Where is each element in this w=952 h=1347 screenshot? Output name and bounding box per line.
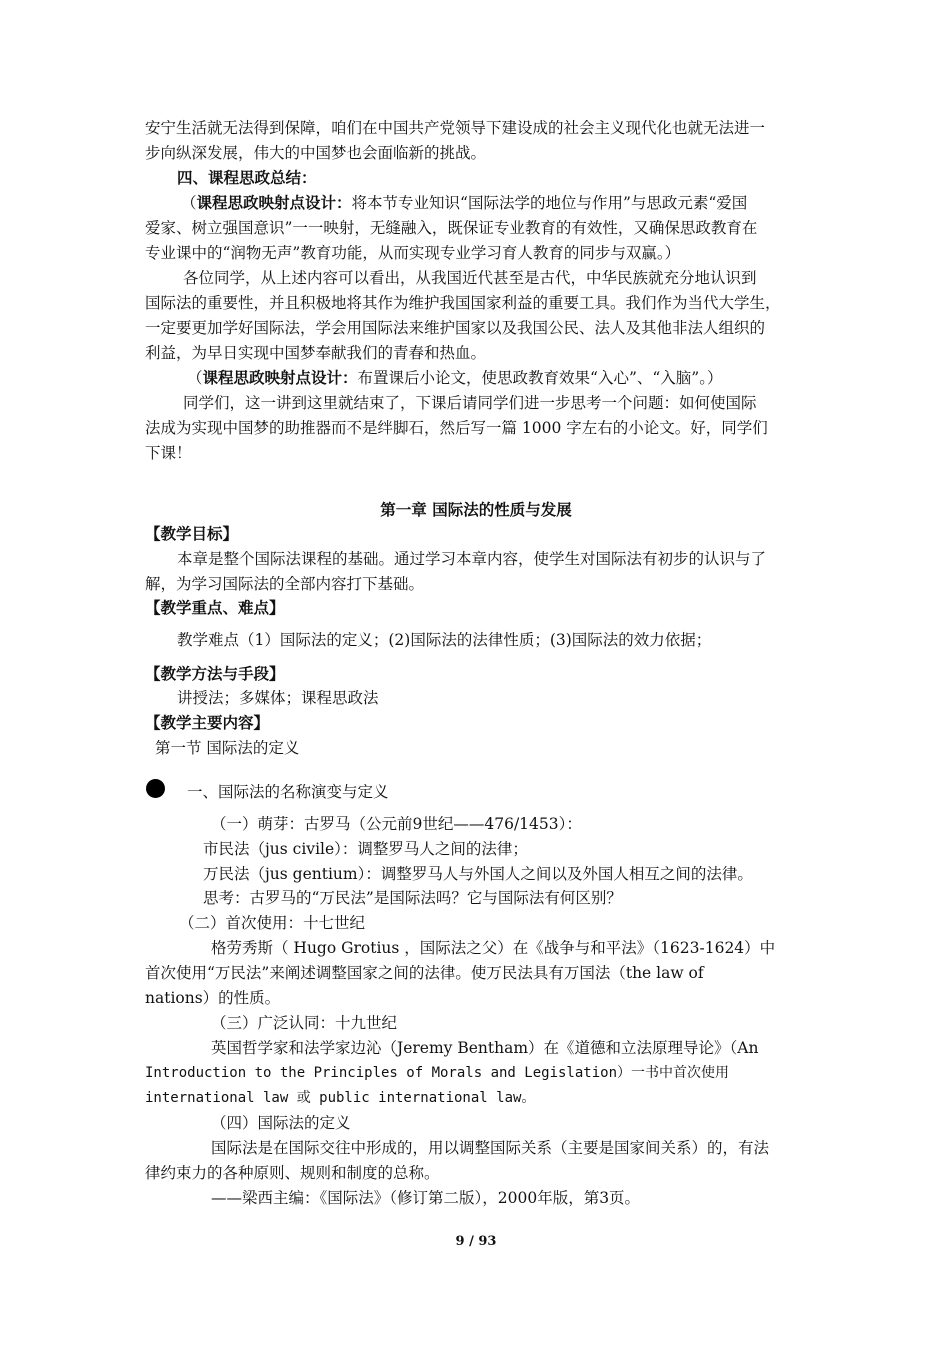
subsection-title: （一）萌芽：古罗马（公元前9世纪——476/1453）：: [211, 815, 582, 833]
paragraph-line: 利益，为早日实现中国梦奉献我们的青春和热血。: [145, 344, 487, 362]
paragraph-line: 格劳秀斯（ Hugo Grotius ，国际法之父）在《战争与和平法》（1623-1624）中: [211, 939, 776, 957]
paragraph-line: 英国哲学家和法学家边沁（Jeremy Bentham）在《道德和立法原理导论》（An: [211, 1039, 759, 1057]
section-title: 第一节 国际法的定义: [155, 739, 300, 757]
paragraph-line: 国际法的重要性，并且积极地将其作为维护我国国家利益的重要工具。我们作为当代大学生，: [145, 294, 781, 312]
paragraph-line: 讲授法；多媒体；课程思政法: [177, 689, 379, 707]
page-number: 9 / 93: [455, 1234, 497, 1249]
design-note-text: 将本节专业知识“国际法学的地位与作用”与思政元素“爱国: [351, 194, 748, 212]
paragraph-line: 市民法（jus civile）：调整罗马人之间的法律；: [203, 840, 528, 858]
paragraph-line: international law 或 public international law。: [145, 1090, 536, 1106]
design-note-label: 课程思政映射点设计：: [202, 368, 358, 387]
paragraph-line: 律约束力的各种原则、规则和制度的总称。: [145, 1164, 440, 1182]
paragraph-line: Introduction to the Principles of Morals and Legislation）一书中首次使用: [145, 1065, 730, 1081]
subsection-title: （四）国际法的定义: [211, 1114, 351, 1132]
subsection-title: （二）首次使用：十七世纪: [179, 914, 366, 932]
paragraph-line: 各位同学，从上述内容可以看出，从我国近代甚至是古代，中华民族就充分地认识到: [183, 269, 757, 287]
paragraph-line: 教学难点（1）国际法的定义；(2)国际法的法律性质；(3)国际法的效力依据；: [177, 631, 712, 649]
subsection-title: （三）广泛认同：十九世纪: [211, 1014, 398, 1032]
paragraph-line: 法成为实现中国梦的助推器而不是绊脚石，然后写一篇 1000 字左右的小论文。好，同学们: [145, 419, 768, 437]
paragraph-line: 同学们，这一讲到这里就结束了，下课后请同学们进一步思考一个问题：如何使国际: [183, 394, 757, 412]
design-note: [187, 366, 722, 390]
paragraph-line: 本章是整个国际法课程的基础。通过学习本章内容，使学生对国际法有初步的认识与了: [177, 550, 767, 568]
paragraph-line: 首次使用“万民法”来阐述调整国家之间的法律。使万民法具有万国法（the law of: [145, 964, 704, 982]
design-note: [181, 191, 747, 215]
bullet-icon: [146, 779, 165, 798]
paragraph-line: 万民法（jus gentium）：调整罗马人与外国人之间以及外国人相互之间的法律。: [203, 865, 753, 883]
paragraph-line: 一定要更加学好国际法，学会用国际法来维护国家以及我国公民、法人及其他非法人组织的: [145, 319, 766, 337]
paragraph-line: 安宁生活就无法得到保障，咱们在中国共产党领导下建设成的社会主义现代化也就无法进一: [145, 119, 766, 137]
paren: （: [181, 194, 197, 212]
section-heading: 【教学重点、难点】: [145, 598, 285, 617]
section-heading: 【教学主要内容】: [145, 713, 270, 732]
paragraph-line: 国际法是在国际交往中形成的，用以调整国际关系（主要是国家间关系）的，有法: [211, 1139, 770, 1157]
paragraph-line: nations）的性质。: [145, 989, 281, 1007]
paragraph-line: 爱家、树立强国意识”一一映射，无缝融入，既保证专业教育的有效性，又确保思政教育在: [145, 219, 758, 237]
paren: （: [187, 369, 203, 387]
design-note-text: 布置课后小论文，使思政教育效果“入心”、“入脑”。）: [357, 369, 723, 387]
section-heading: 【教学目标】: [145, 524, 239, 543]
paragraph-line: 专业课中的“润物无声”教育功能，从而实现专业学习育人教育的同步与双赢。）: [145, 244, 681, 262]
section-heading: 四、课程思政总结：: [177, 168, 317, 187]
paragraph-line: 解，为学习国际法的全部内容打下基础。: [145, 575, 425, 593]
citation: ——梁西主编：《国际法》（修订第二版），2000年版，第3页。: [211, 1189, 641, 1207]
design-note-label: 课程思政映射点设计：: [196, 193, 352, 212]
paragraph-line: 步向纵深发展，伟大的中国梦也会面临新的挑战。: [145, 144, 487, 162]
paragraph-line: 下课！: [145, 444, 192, 462]
list-item: 一、国际法的名称演变与定义: [187, 783, 389, 801]
paragraph-line: 思考：古罗马的“万民法”是国际法吗？它与国际法有何区别？: [203, 889, 622, 907]
section-heading: 【教学方法与手段】: [145, 664, 285, 683]
chapter-title: 第一章 国际法的性质与发展: [380, 500, 572, 519]
